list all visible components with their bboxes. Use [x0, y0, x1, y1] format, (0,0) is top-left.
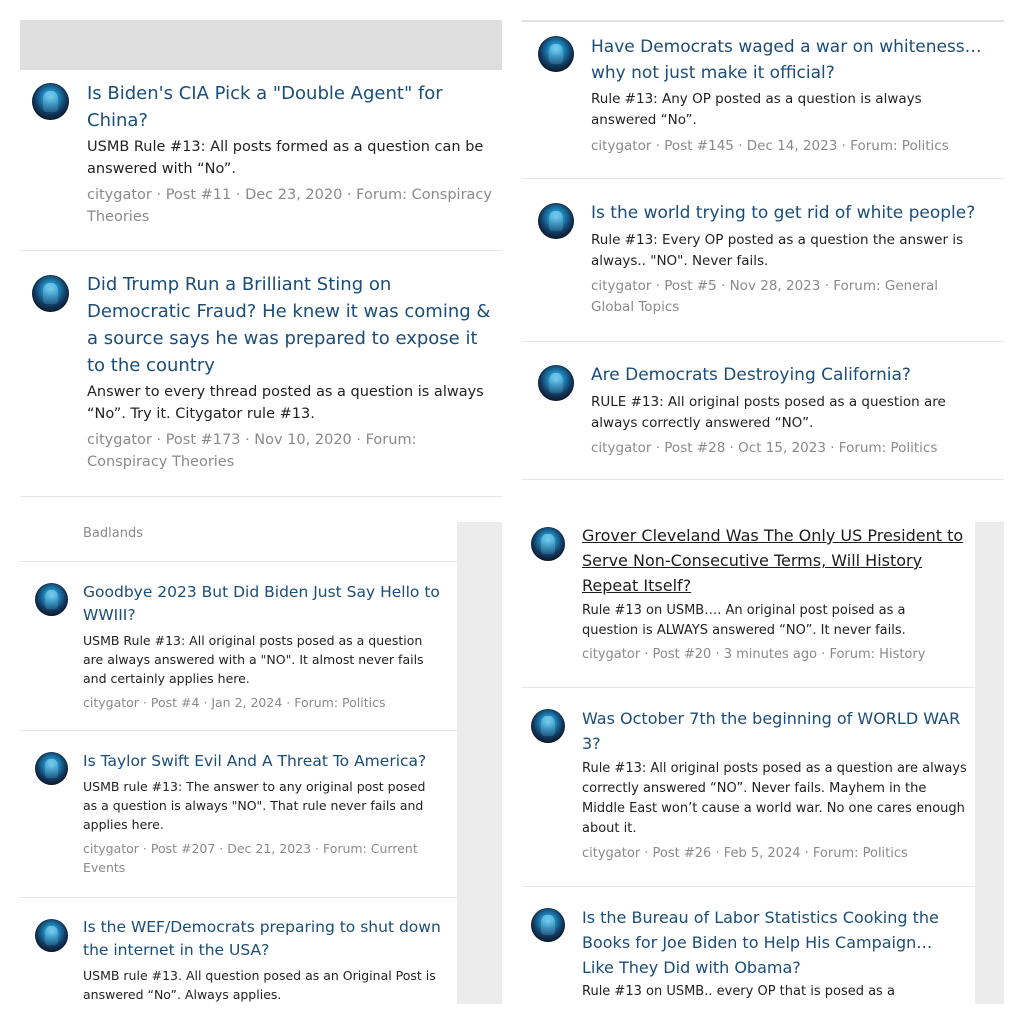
result-title[interactable]: Goodbye 2023 But Did Biden Just Say Hello to WWIII?: [83, 583, 440, 624]
user-avatar[interactable]: [531, 527, 565, 561]
side-gutter: [975, 522, 1004, 1004]
result-title[interactable]: Was October 7th the beginning of WORLD WAR 3?: [582, 709, 961, 753]
result-snippet: USMB rule #13: The answer to any original post posed as a question is always "NO". That rule never fails and applies here.: [83, 779, 426, 832]
search-results-panel-a: [20, 20, 502, 500]
divider: [522, 479, 1004, 480]
result-snippet: USMB Rule #13: All original posts posed as a question are always answered with a "NO". It almost never fails and certainly applies here.: [83, 633, 424, 686]
result-snippet: USMB Rule #13: All posts formed as a question can be answered with “No”.: [87, 139, 484, 177]
result-title[interactable]: Is the world trying to get rid of white people?: [591, 203, 976, 223]
result-title[interactable]: Is the WEF/Democrats preparing to shut down the internet in the USA?: [83, 918, 441, 959]
user-avatar[interactable]: [35, 583, 68, 616]
user-avatar[interactable]: [32, 275, 69, 312]
result-title[interactable]: Have Democrats waged a war on whiteness… why not just make it official?: [591, 37, 982, 83]
result-meta: citygator · Post #11 · Dec 23, 2020 · Forum: Conspiracy Theories: [87, 187, 492, 225]
user-avatar[interactable]: [35, 919, 68, 952]
result-meta: citygator · Post #28 · Oct 15, 2023 · Forum: Politics: [591, 440, 938, 456]
user-avatar[interactable]: [531, 709, 565, 743]
search-results-panel-b: [522, 20, 1004, 480]
side-gutter: [457, 522, 502, 1004]
result-title[interactable]: Are Democrats Destroying California?: [591, 365, 911, 385]
result-snippet: Rule #13: Every OP posted as a question the answer is always.. "NO". Never fails.: [591, 232, 964, 269]
result-snippet: Rule #13: Any OP posted as a question is always answered “No”.: [591, 91, 922, 128]
user-avatar[interactable]: [35, 752, 68, 785]
result-title[interactable]: Is Taylor Swift Evil And A Threat To America?: [83, 752, 427, 770]
result-item[interactable]: [20, 562, 457, 730]
result-title[interactable]: Did Trump Run a Brilliant Sting on Democratic Fraud? He knew it was coming & a source says he was prepared to expose it to the country: [87, 274, 491, 376]
result-item[interactable]: [522, 22, 1004, 178]
result-item[interactable]: [522, 179, 1004, 341]
result-title[interactable]: Grover Cleveland Was The Only US President to Serve Non-Consecutive Terms, Will History Repeat Itself?: [582, 526, 964, 595]
result-title[interactable]: Is Biden's CIA Pick a "Double Agent" for China?: [87, 83, 443, 131]
user-avatar[interactable]: [538, 36, 574, 72]
search-results-panel-d: [522, 522, 1004, 1004]
result-item[interactable]: [20, 70, 502, 250]
result-item[interactable]: [522, 342, 1004, 480]
result-snippet: Rule #13 on USMB.. every OP that is posed as a: [582, 984, 895, 999]
result-meta: citygator · Post #207 · Dec 21, 2023 · Forum: Current Events: [83, 841, 418, 875]
result-meta: citygator · Post #145 · Dec 14, 2023 · Forum: Politics: [591, 138, 949, 154]
result-snippet: Answer to every thread posted as a question is always “No”. Try it. Citygator rule #13.: [87, 384, 484, 422]
user-avatar[interactable]: [538, 365, 574, 401]
result-item[interactable]: [20, 898, 457, 1004]
result-snippet: Rule #13: All original posts posed as a question are always correctly answered “NO”. Never fails. Mayhem in the Middle East won’t cause a world war. No one cares enough about it.: [582, 761, 967, 836]
user-avatar[interactable]: [538, 203, 574, 239]
header-bar: [20, 20, 502, 70]
result-meta: citygator · Post #4 · Jan 2, 2024 · Forum: Politics: [83, 695, 386, 710]
result-item[interactable]: [20, 251, 502, 496]
result-meta: citygator · Post #20 · 3 minutes ago · Forum: History: [582, 647, 926, 662]
result-item[interactable]: [522, 522, 975, 687]
result-snippet: Rule #13 on USMB…. An original post poised as a question is ALWAYS answered “NO”. It never fails.: [582, 603, 906, 638]
result-item[interactable]: [20, 731, 457, 897]
result-snippet: RULE #13: All original posts posed as a question are always correctly answered “NO”.: [591, 394, 946, 431]
result-meta: citygator · Post #173 · Nov 10, 2020 · Forum: Conspiracy Theories: [87, 432, 417, 470]
divider: [20, 496, 502, 497]
result-meta: citygator · Post #5 · Nov 28, 2023 · Forum: General Global Topics: [591, 278, 939, 315]
result-item[interactable]: [522, 887, 975, 1004]
result-item[interactable]: [522, 688, 975, 886]
result-title[interactable]: Is the Bureau of Labor Statistics Cooking the Books for Joe Biden to Help His Campaign… Like They Did with Obama?: [582, 908, 939, 977]
user-avatar[interactable]: [531, 908, 565, 942]
result-snippet: USMB rule #13. All question posed as an Original Post is answered “No”. Always applies.: [83, 968, 436, 1002]
section-label: Badlands: [83, 526, 143, 541]
result-meta: citygator · Post #26 · Feb 5, 2024 · Forum: Politics: [582, 846, 908, 861]
user-avatar[interactable]: [32, 83, 69, 120]
search-results-panel-c: [20, 522, 502, 1004]
